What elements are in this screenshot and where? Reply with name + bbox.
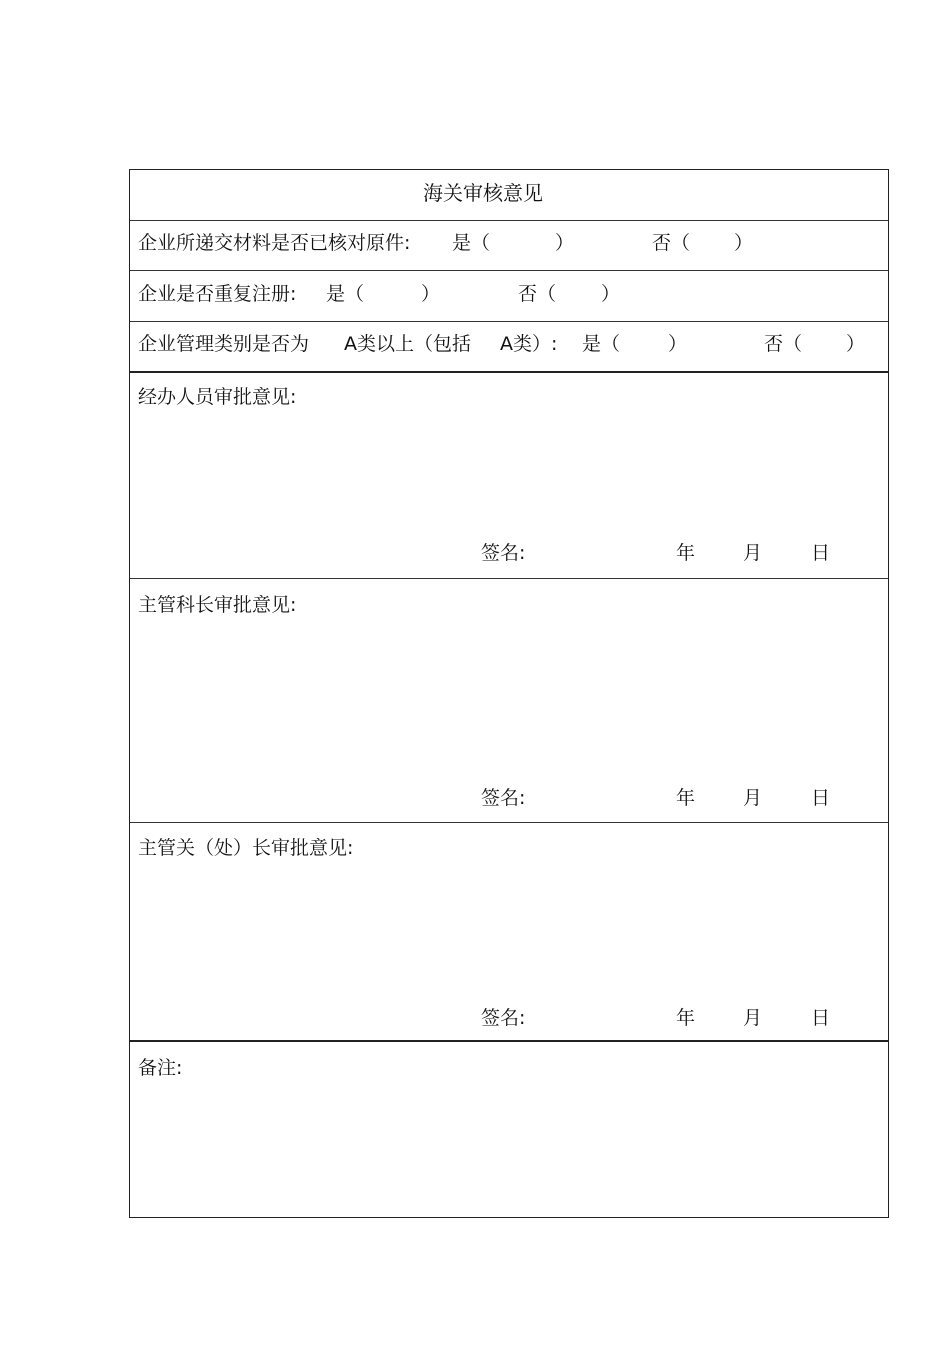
q2-label: 企业是否重复注册:	[138, 283, 297, 305]
sign-label: 签名:	[481, 542, 526, 564]
section-label: 主管科长审批意见:	[138, 594, 297, 616]
customs-review-form	[129, 169, 889, 1218]
divider	[130, 1040, 888, 1042]
sign-label: 签名:	[481, 1007, 526, 1029]
year-label: 年	[676, 542, 696, 564]
q2-no: 否（	[518, 283, 557, 305]
q2-yes: 是（	[326, 283, 365, 305]
day-label: 日	[811, 542, 831, 564]
q3-a-class: A类）:	[500, 333, 558, 355]
year-label: 年	[676, 1007, 696, 1029]
q1-yes-close: ）	[555, 232, 575, 254]
form-title: 海关审核意见	[423, 181, 543, 205]
q1-yes: 是（	[452, 232, 491, 254]
q2-no-close: ）	[601, 283, 621, 305]
section-label: 经办人员审批意见:	[138, 386, 297, 408]
q3-no-close: ）	[846, 333, 866, 355]
q3-a-above: A类以上（包括	[344, 333, 471, 355]
q3-no: 否（	[764, 333, 803, 355]
q3-yes-close: ）	[668, 333, 688, 355]
day-label: 日	[811, 1007, 831, 1029]
q3-label: 企业管理类别是否为	[138, 333, 310, 355]
section-label: 主管关（处）长审批意见:	[138, 837, 354, 859]
month-label: 月	[743, 542, 763, 564]
q3-yes: 是（	[582, 333, 621, 355]
divider	[130, 371, 888, 373]
month-label: 月	[743, 1007, 763, 1029]
divider	[130, 270, 888, 271]
sign-label: 签名:	[481, 787, 526, 809]
year-label: 年	[676, 787, 696, 809]
divider	[130, 578, 888, 579]
divider	[130, 220, 888, 221]
divider	[130, 321, 888, 322]
remarks-label: 备注:	[138, 1057, 183, 1079]
q1-no: 否（	[652, 232, 691, 254]
day-label: 日	[811, 787, 831, 809]
divider	[130, 822, 888, 823]
q1-label: 企业所递交材料是否已核对原件:	[138, 232, 411, 254]
month-label: 月	[743, 787, 763, 809]
q1-no-close: ）	[734, 232, 754, 254]
q2-yes-close: ）	[421, 283, 441, 305]
